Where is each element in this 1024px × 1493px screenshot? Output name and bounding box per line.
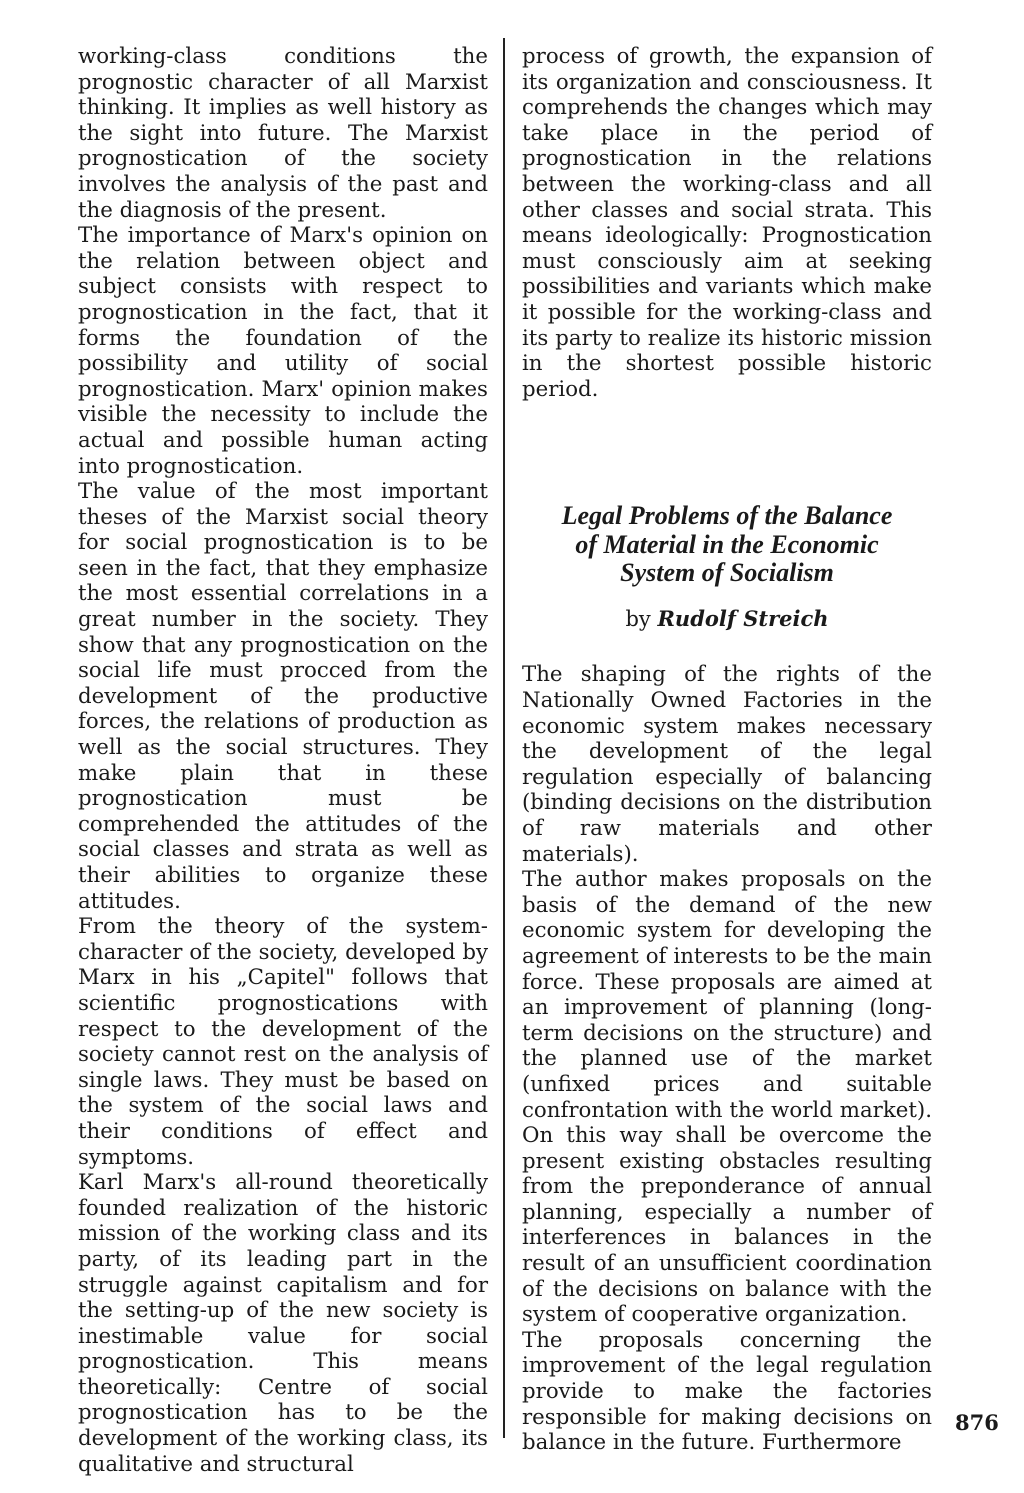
left-column <box>78 44 488 1477</box>
article-title-line: of Material in the Economic <box>575 529 879 559</box>
paragraph: From the theory of the system-character of the society, developed by Marx in his „Capitel" follows that scientific prognostications with respect to the development of the society cannot rest on the analysis of single laws. They must be based on the system of the social laws and their conditions of effect and symptoms. <box>78 914 488 1170</box>
byline-prefix: by <box>625 606 651 631</box>
page-number: 876 <box>955 1410 999 1435</box>
author-name: Rudolf Streich <box>657 605 829 631</box>
article-title-line: System of Socialism <box>620 558 834 588</box>
paragraph: The proposals concerning the improvement of the legal regulation provide to make the factories responsible for making decisions on balance in the future. Furthermore <box>522 1327 932 1456</box>
article-title <box>522 502 932 588</box>
paragraph: working-class conditions the prognostic character of all Marxist thinking. It implies as well history as the sight into future. The Marxist prognostication of the society involves the analysis of the past and the diagnosis of the present. <box>78 44 488 223</box>
continuation-paragraph: process of growth, the expansion of its organization and consciousness. It comprehends the changes which may take place in the period of prognostication in the relations between the working-class and all other classes and social strata. This means ideologically: Prognostication must consciously aim at seeking possibilities and variants which make it possible for the working-class and its party to realize its historic mission in the shortest possible historic period. <box>522 44 932 402</box>
article-title-line: Legal Problems of the Balance <box>561 501 893 531</box>
paragraph: The shaping of the rights of the Nationally Owned Factories in the economic system makes necessary the development of the legal regulation especially of balancing (binding decisions on the distribution of raw materials and other materials). <box>522 662 932 867</box>
paragraph: The author makes proposals on the basis of the demand of the new economic system for developing the agreement of interests to be the main force. These proposals are aimed at an improvement of planning (long-term decisions on the structure) and the planned use of the market (unfixed prices and suitable confrontation with the world market). On this way shall be overcome the present existing obstacles resulting from the preponderance of annual planning, especially a number of interferences in balances in the result of an unsufficient coordination of the decisions on balance with the system of cooperative organization. <box>522 867 932 1328</box>
column-divider <box>503 38 505 1438</box>
right-column <box>522 44 932 1456</box>
paragraph: Karl Marx's all-round theoretically founded realization of the historic mission of the working class and its party, of its leading part in the struggle against capitalism and for the setting-up of the new society is inestimable value for social prognostication. This means theoretically: Centre of social prognostication has to be the development of the working class, its qualitative and structural <box>78 1170 488 1477</box>
byline <box>522 606 932 633</box>
paragraph: The value of the most important theses of the Marxist social theory for social prognostication is to be seen in the fact, that they emphasize the most essential correlations in a great number in the society. They show that any prognostication on the social life must procced from the development of the productive forces, the relations of production as well as the social structures. They make plain that in these prognostication must be comprehended the attitudes of the social classes and strata as well as their abilities to organize these attitudes. <box>78 479 488 914</box>
paragraph: The importance of Marx's opinion on the relation between object and subject consists with respect to prognostication in the fact, that it forms the foundation of the possibility and utility of social prognostication. Marx' opinion makes visible the necessity to include the actual and possible human acting into prognostication. <box>78 223 488 479</box>
